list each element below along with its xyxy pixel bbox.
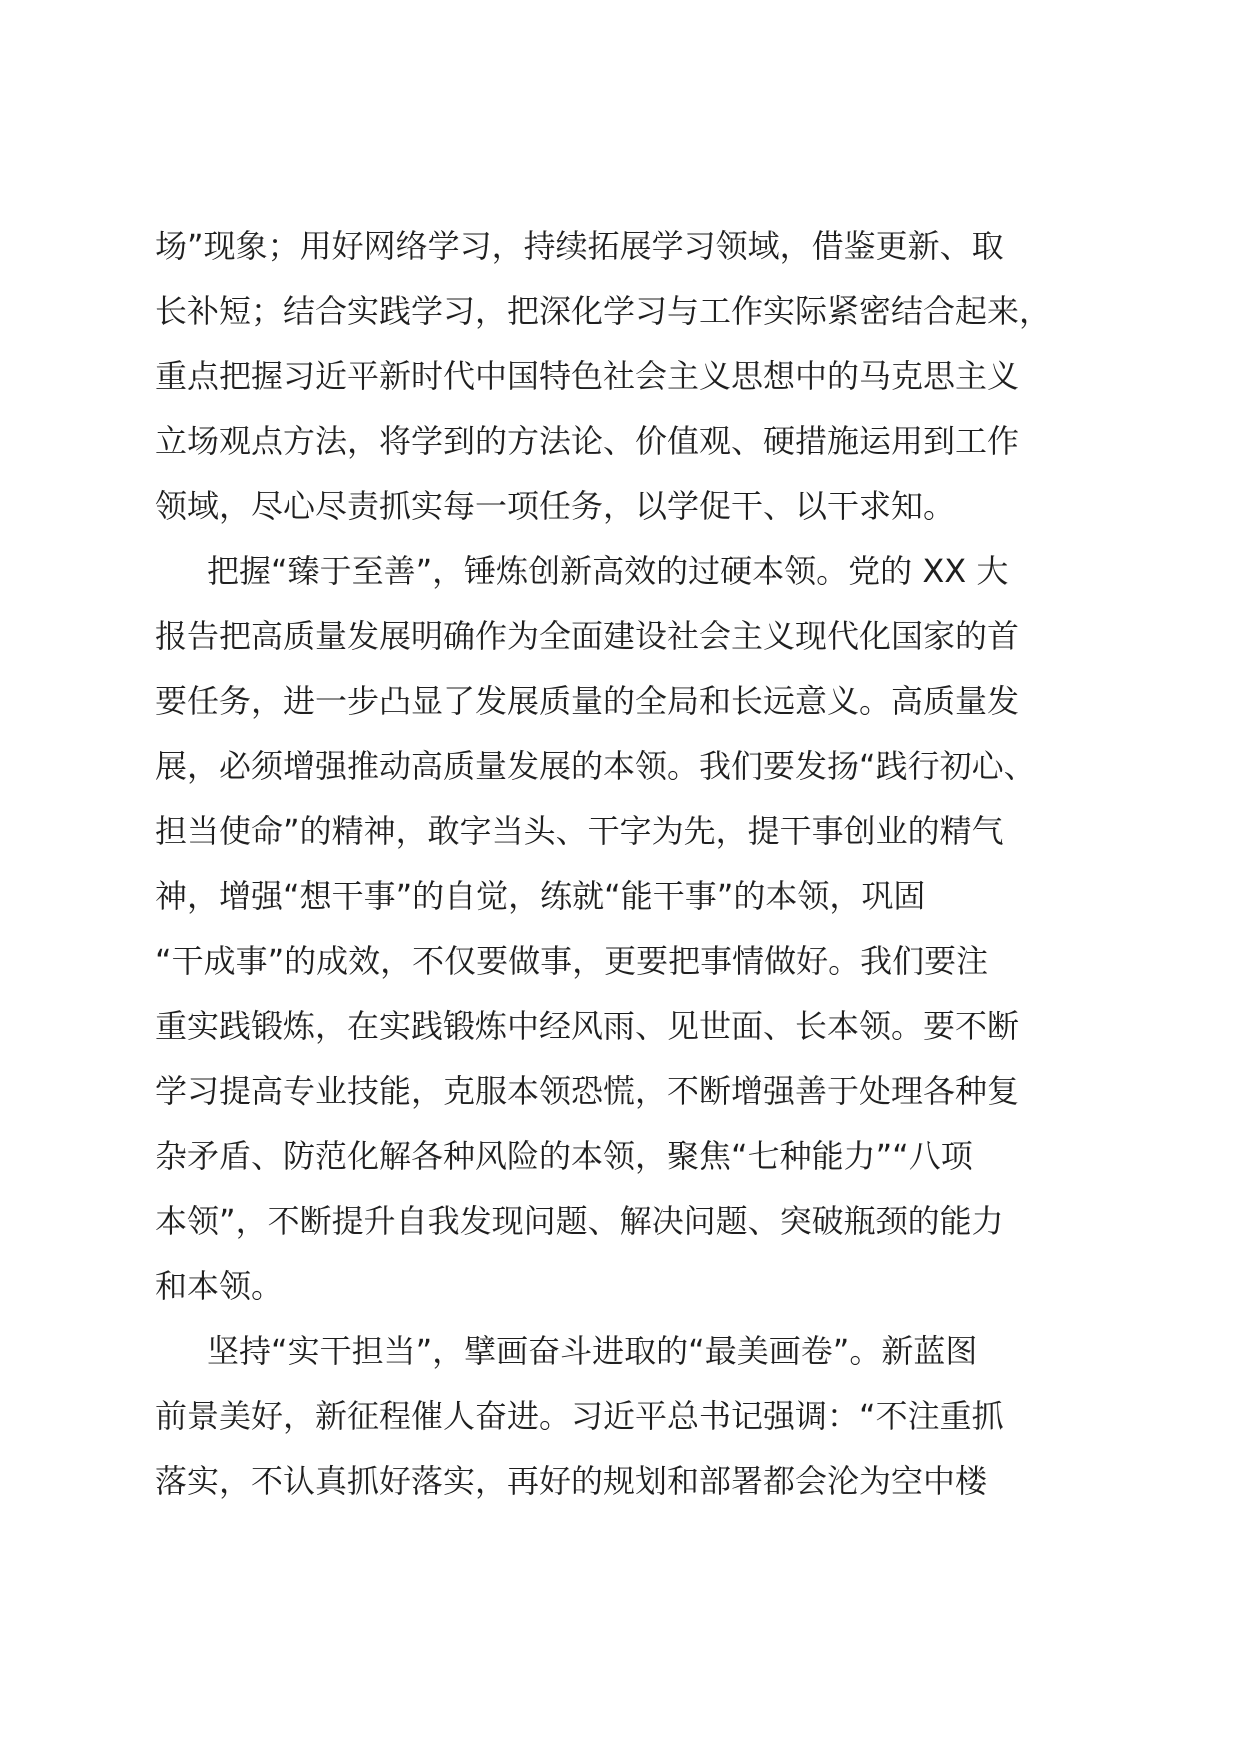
- text-line: 神，增强“想干事”的自觉，练就“能干事”的本领，巩固: [155, 877, 926, 915]
- text-line: 要任务，进一步凸显了发展质量的全局和长远意义。高质量发: [155, 682, 1020, 720]
- text-line: 落实，不认真抓好落实，再好的规划和部署都会沦为空中楼: [155, 1462, 988, 1500]
- text-line: 杂矛盾、防范化解各种风险的本领，聚焦“七种能力”“八项: [155, 1137, 973, 1175]
- text-line: 长补短；结合实践学习，把深化学习与工作实际紧密结合起来，: [155, 292, 1052, 330]
- text-line: 立场观点方法，将学到的方法论、价值观、硬措施运用到工作: [155, 422, 1020, 460]
- text-line: 重点把握习近平新时代中国特色社会主义思想中的马克思主义: [155, 357, 1020, 395]
- text-line: 学习提高专业技能，克服本领恐慌，不断增强善于处理各种复: [155, 1072, 1020, 1110]
- body-text: [155, 214, 1095, 1514]
- paragraph-start-line: 把握“臻于至善”，锤炼创新高效的过硬本领。党的 XX 大: [207, 552, 1009, 590]
- text-line: 领域，尽心尽责抓实每一项任务，以学促干、以干求知。: [155, 487, 956, 525]
- text-line: 和本领。: [155, 1267, 284, 1305]
- text-line: 重实践锻炼，在实践锻炼中经风雨、见世面、长本领。要不断: [155, 1007, 1020, 1045]
- text-line: 展，必须增强推动高质量发展的本领。我们要发扬“践行初心、: [155, 747, 1036, 785]
- text-line: 担当使命”的精神，敢字当头、干字为先，提干事创业的精气: [155, 812, 1004, 850]
- paragraph-start-line: 坚持“实干担当”，擘画奋斗进取的“最美画卷”。新蓝图: [207, 1332, 978, 1370]
- text-line: 场”现象；用好网络学习，持续拓展学习领域，借鉴更新、取: [155, 227, 1004, 265]
- text-line: 前景美好，新征程催人奋进。习近平总书记强调：“不注重抓: [155, 1397, 1004, 1435]
- text-line: “干成事”的成效，不仅要做事，更要把事情做好。我们要注: [155, 942, 989, 980]
- text-line: 本领”，不断提升自我发现问题、解决问题、突破瓶颈的能力: [155, 1202, 1004, 1240]
- text-line: 报告把高质量发展明确作为全面建设社会主义现代化国家的首: [155, 617, 1020, 655]
